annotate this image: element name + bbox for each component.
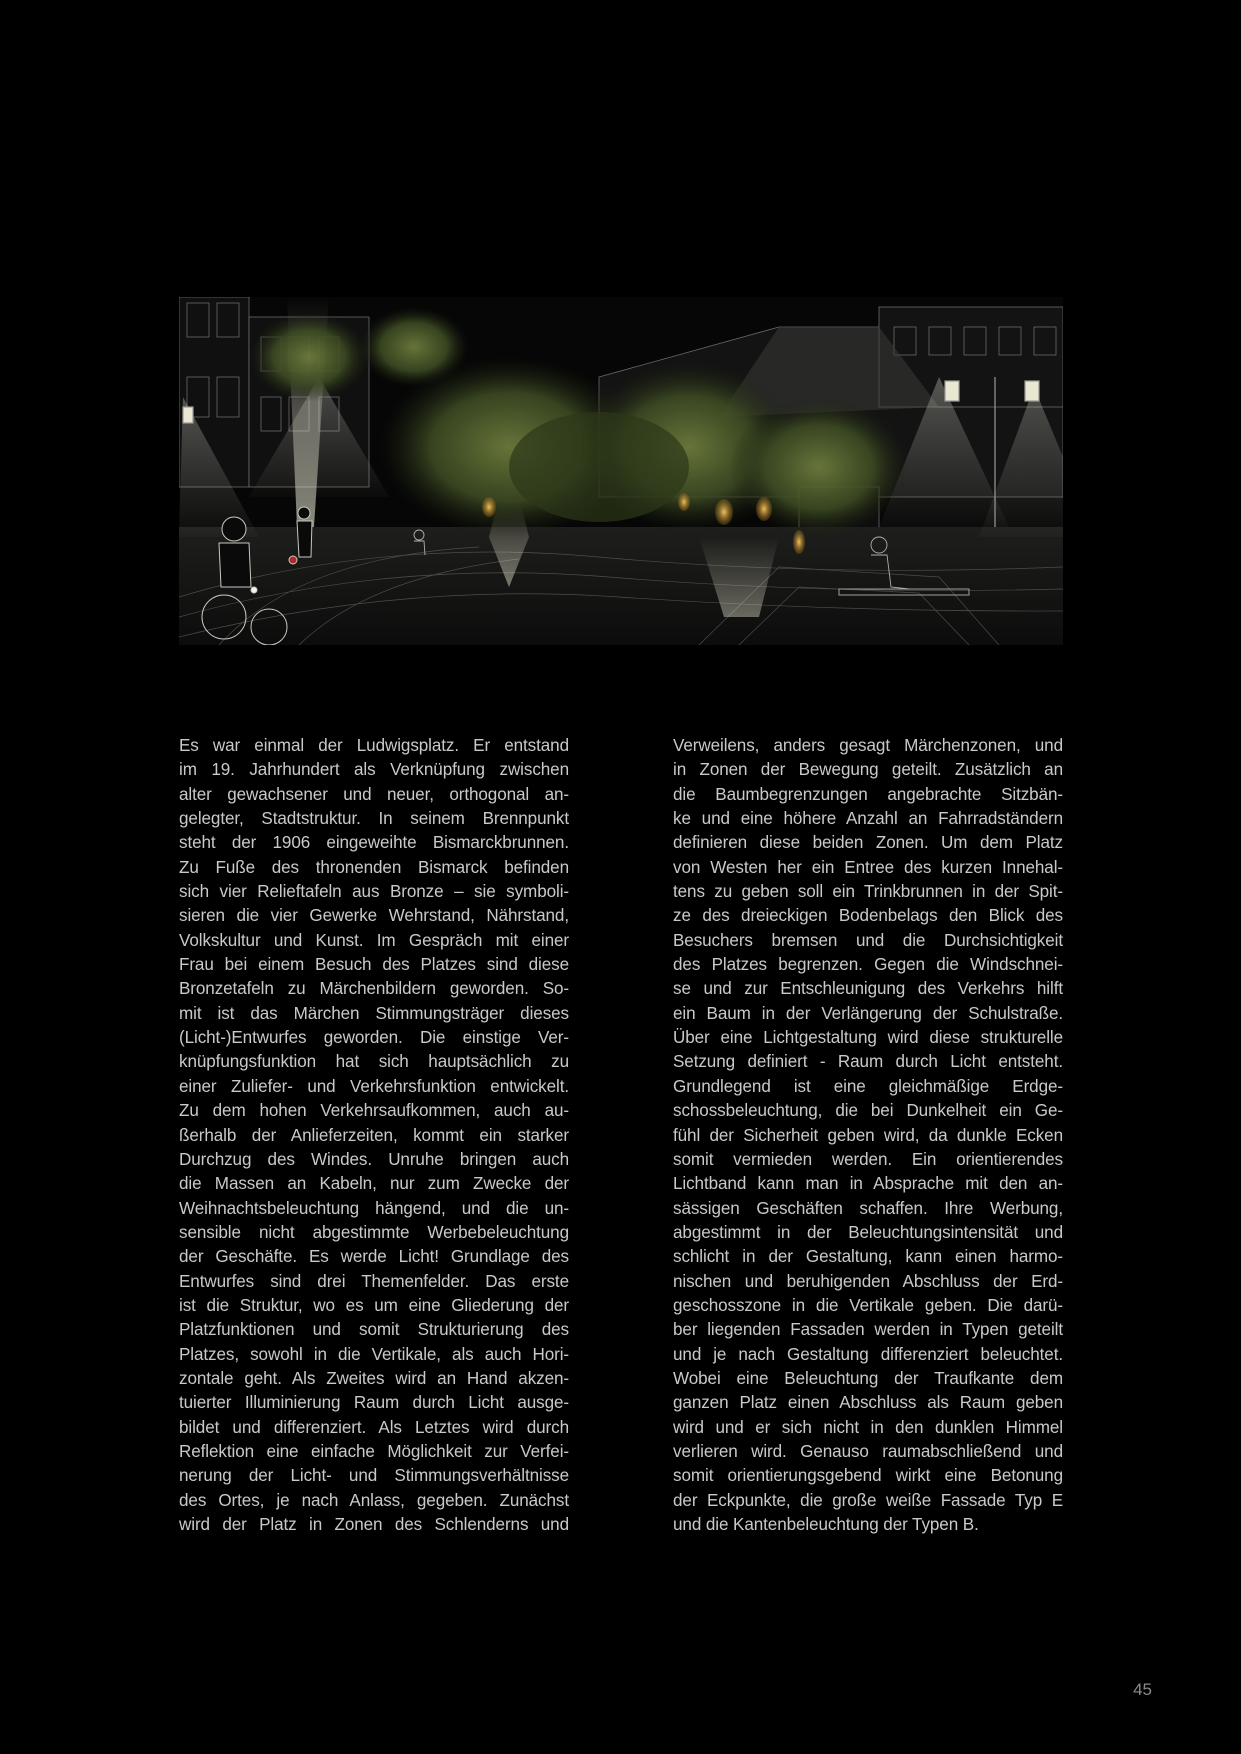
text-line: die Baumbegrenzungen angebrachte Sitzbän- <box>673 784 1063 804</box>
text-line: ganzen Platz einen Abschluss als Raum geben <box>673 1393 1063 1413</box>
illustration-canvas <box>179 297 1063 645</box>
text-line: knüpfungsfunktion hat sich hauptsächlich zu <box>179 1052 569 1072</box>
text-line: Lichtband kann man in Absprache mit den an- <box>673 1174 1063 1194</box>
text-line: sässigen Geschäften schaffen. Ihre Werbung, <box>673 1198 1063 1218</box>
text-line: Durchzug des Windes. Unruhe bringen auch <box>179 1149 569 1169</box>
text-line: (Licht-)Entwurfes geworden. Die einstige Ver- <box>179 1028 569 1048</box>
text-line: ke und eine höhere Anzahl an Fahrradständern <box>673 809 1063 829</box>
text-line: Bronzetafeln zu Märchenbildern geworden. So- <box>179 979 569 999</box>
text-line: Volkskultur und Kunst. Im Gespräch mit einer <box>179 930 569 950</box>
text-line: nerung der Licht- und Stimmungsverhältnisse <box>179 1466 569 1486</box>
text-line: ist die Struktur, wo es um eine Gliederung der <box>179 1295 569 1315</box>
text-line: zontale geht. Als Zweites wird an Hand akzen- <box>179 1368 569 1388</box>
text-line: einer Zuliefer- und Verkehrsfunktion entwickelt. <box>179 1076 569 1096</box>
text-line: somit vermieden werden. Ein orientierendes <box>673 1149 1063 1169</box>
text-line: ein Baum in der Verlängerung der Schulstraße. <box>673 1003 1063 1023</box>
text-line: verlieren wird. Genauso raumabschließend und <box>673 1441 1063 1461</box>
text-line: schlicht in der Gestaltung, kann einen harmo- <box>673 1247 1063 1267</box>
text-line: Zu dem hohen Verkehrsaufkommen, auch au- <box>179 1101 569 1121</box>
text-line: tuierter Illuminierung Raum durch Licht ausge- <box>179 1393 569 1413</box>
text-line: in Zonen der Bewegung geteilt. Zusätzlich an <box>673 760 1063 780</box>
text-line: ze des dreieckigen Bodenbelags den Blick des <box>673 906 1063 926</box>
text-line: der Geschäfte. Es werde Licht! Grundlage des <box>179 1247 569 1267</box>
text-line: Reflektion eine einfache Möglichkeit zur Verfei- <box>179 1441 569 1461</box>
text-line: alter gewachsener und neuer, orthogonal an- <box>179 784 569 804</box>
page-number: 45 <box>1133 1680 1152 1699</box>
text-line: und die Kantenbeleuchtung der Typen B. <box>673 1515 979 1534</box>
text-line: Setzung definiert - Raum durch Licht entsteht. <box>673 1052 1063 1072</box>
text-line: im 19. Jahrhundert als Verknüpfung zwischen <box>179 760 569 780</box>
text-line: Über eine Lichtgestaltung wird diese strukturelle <box>673 1028 1063 1048</box>
text-line: ber liegenden Fassaden werden in Typen geteilt <box>673 1320 1063 1340</box>
text-line: nischen und beruhigenden Abschluss der Erd- <box>673 1271 1063 1291</box>
text-column-right <box>673 734 1063 1537</box>
text-line: und je nach Gestaltung differenziert beleuchtet. <box>673 1344 1063 1364</box>
text-line: somit orientierungsgebend wirkt eine Betonung <box>673 1466 1063 1486</box>
text-line: Frau bei einem Besuch des Platzes sind diese <box>179 955 569 975</box>
text-line: fühl der Sicherheit geben wird, da dunkle Ecken <box>673 1125 1063 1145</box>
text-line: geschosszone in die Vertikale geben. Die darü- <box>673 1295 1063 1315</box>
text-line: Wobei eine Beleuchtung der Traufkante dem <box>673 1368 1063 1388</box>
text-line: abgestimmt in der Beleuchtungsintensität und <box>673 1222 1063 1242</box>
text-line: Verweilens, anders gesagt Märchenzonen, und <box>673 736 1063 755</box>
text-line: des Ortes, je nach Anlass, gegeben. Zunächst <box>179 1490 569 1510</box>
text-line: tens zu geben soll ein Trinkbrunnen in der Spit- <box>673 882 1063 902</box>
text-line: Weihnachtsbeleuchtung hängend, und die un- <box>179 1198 569 1218</box>
text-column-left <box>179 734 569 1537</box>
text-line: definieren diese beiden Zonen. Um dem Platz <box>673 833 1063 853</box>
text-line: Platzes, sowohl in die Vertikale, als auch Hori- <box>179 1344 569 1364</box>
text-line: Zu Fuße des thronenden Bismarck befinden <box>179 857 569 877</box>
text-line: ßerhalb der Anlieferzeiten, kommt ein starker <box>179 1125 569 1145</box>
text-line: gelegter, Stadtstruktur. In seinem Brennpunkt <box>179 809 569 829</box>
text-line: von Westen her ein Entree des kurzen Innehal- <box>673 857 1063 877</box>
text-line: sieren die vier Gewerke Wehrstand, Nährstand, <box>179 906 569 926</box>
text-line: des Platzes begrenzen. Gegen die Windschnei- <box>673 955 1063 975</box>
text-line: Besuchers bremsen und die Durchsichtigkeit <box>673 930 1063 950</box>
text-line: der Eckpunkte, die große weiße Fassade Typ E <box>673 1490 1063 1510</box>
text-line: steht der 1906 eingeweihte Bismarckbrunnen. <box>179 833 569 853</box>
text-line: mit ist das Märchen Stimmungsträger dieses <box>179 1003 569 1023</box>
text-line: wird und er sich nicht in den dunklen Himmel <box>673 1417 1063 1437</box>
text-line: se und zur Entschleunigung des Verkehrs hilft <box>673 979 1063 999</box>
text-line: die Massen an Kabeln, nur zum Zwecke der <box>179 1174 569 1194</box>
text-line: Platzfunktionen und somit Strukturierung des <box>179 1320 569 1340</box>
text-line: bildet und differenziert. Als Letztes wird durch <box>179 1417 569 1437</box>
text-line: Es war einmal der Ludwigsplatz. Er entstand <box>179 736 569 755</box>
night-square-illustration <box>179 297 1063 645</box>
text-line: sich vier Relieftafeln aus Bronze – sie symboli- <box>179 882 569 902</box>
text-line: Entwurfes sind drei Themenfelder. Das erste <box>179 1271 569 1291</box>
text-line: sensible nicht abgestimmte Werbebeleuchtung <box>179 1222 569 1242</box>
text-line: schossbeleuchtung, die bei Dunkelheit ein Ge- <box>673 1101 1063 1121</box>
text-line: Grundlegend ist eine gleichmäßige Erdge- <box>673 1076 1063 1096</box>
text-line: wird der Platz in Zonen des Schlenderns und <box>179 1515 569 1534</box>
